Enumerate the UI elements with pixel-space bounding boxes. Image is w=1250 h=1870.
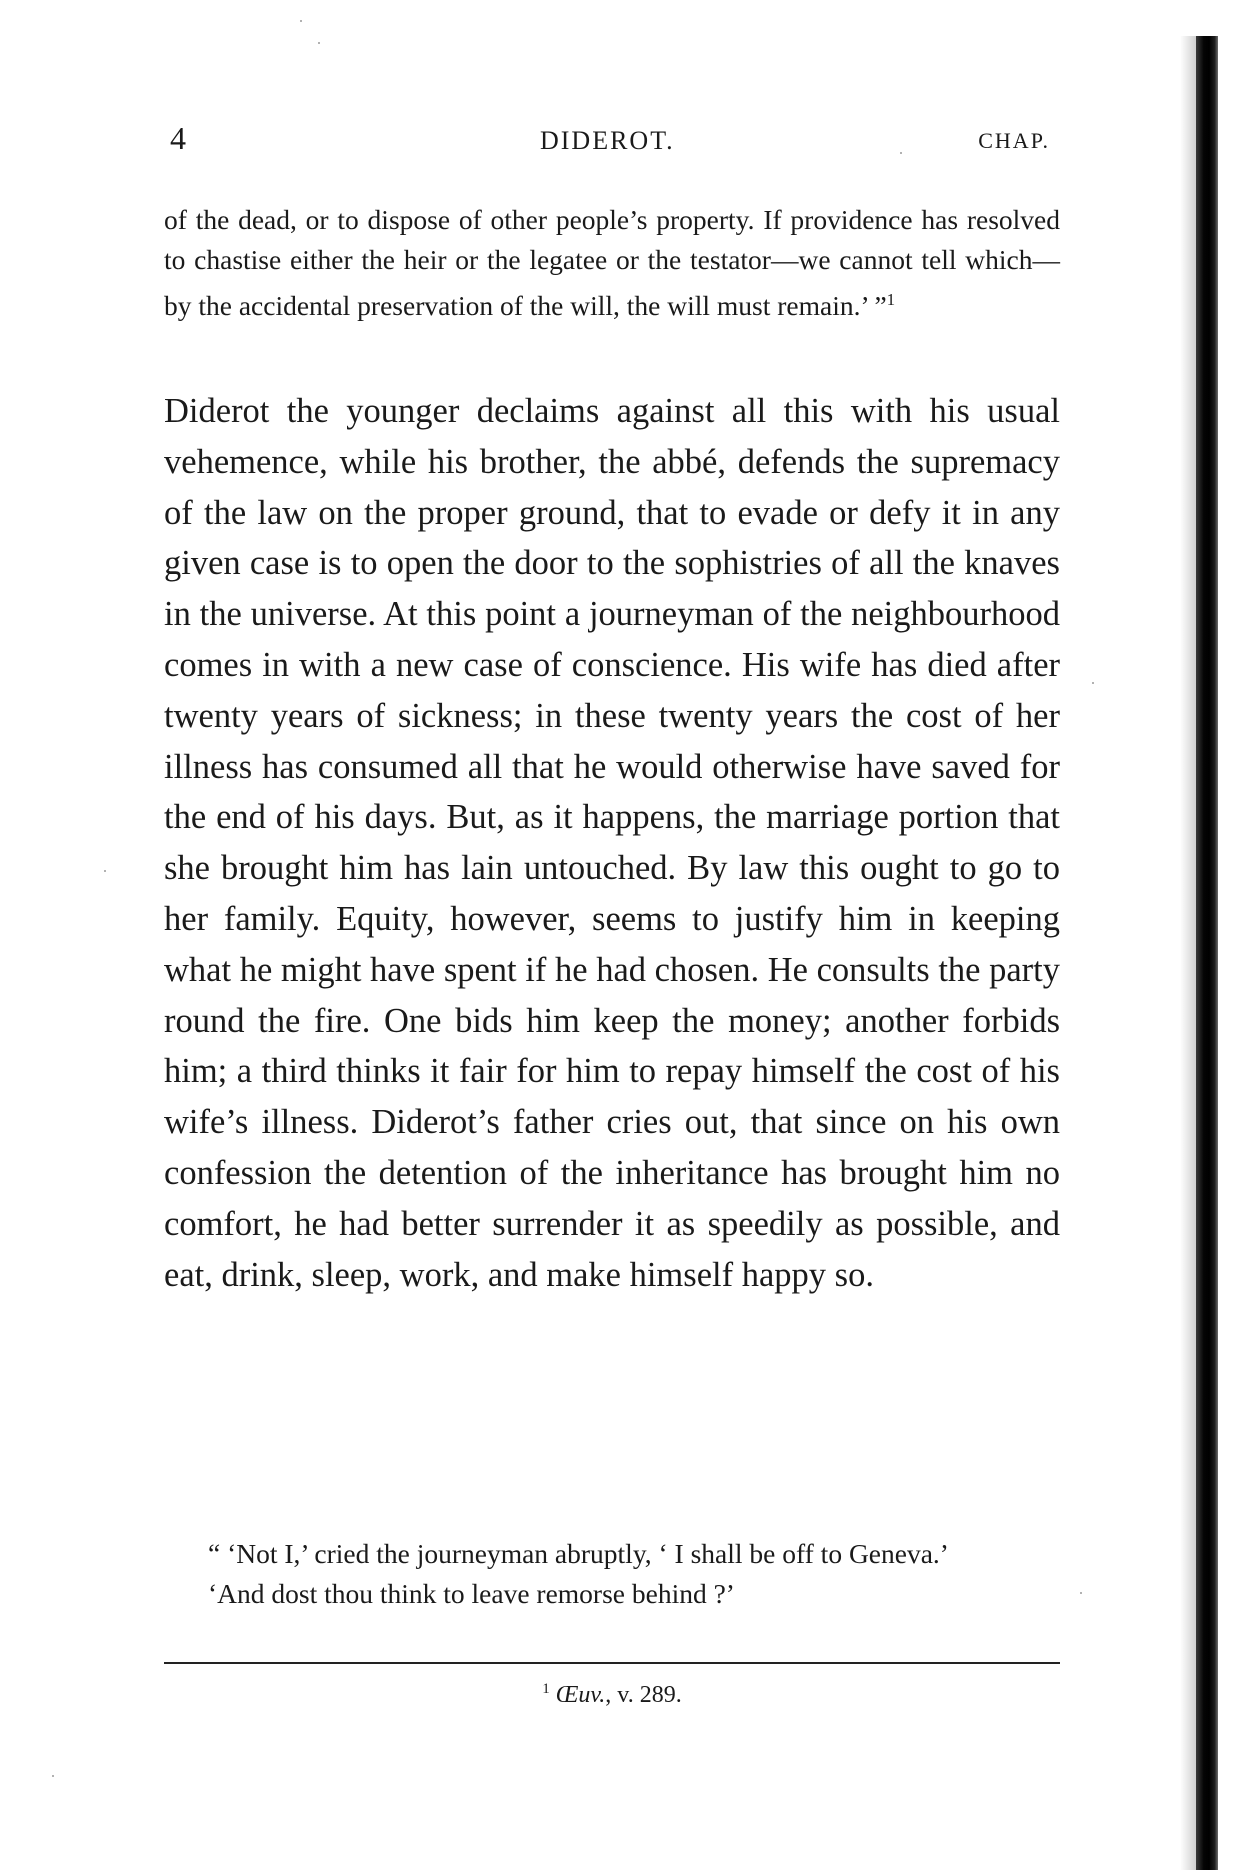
scan-speck [1080, 1592, 1082, 1594]
scan-speck [300, 20, 302, 22]
scan-speck [52, 1775, 54, 1777]
body-paragraph: Diderot the younger declaims against all this with his usual vehemence, while his brother, the abbé, defends the supremacy of the law on the proper ground, that to evade or defy it in any given case is to open the door to the sophistries of all the knaves in the universe. At this point a journeyman of the neighbourhood comes in with a new case of conscience. His wife has died after twenty years of sickness; in these twenty years the cost of her illness has consumed all that he would otherwise have saved for the end of his days. But, as it happens, the marriage portion that she brought him has lain untouched. By law this ought to go to her family. Equity, however, seems to justify him in keeping what he might have spent if he had chosen. He consults the party round the fire. One bids him keep the money; another forbids him; a third thinks it fair for him to repay himself the cost of his wife’s illness. Diderot’s father cries out, that since on his own confession the detention of the inheritance has brought him no comfort, he had better surrender it as speedily as possible, and eat, drink, sleep, work, and make himself happy so. [164, 392, 1060, 1294]
footnote-marker: 1 [542, 1681, 550, 1697]
dialogue-passage [164, 1534, 1060, 1614]
page-number: 4 [170, 120, 186, 156]
running-title: DIDEROT. [540, 126, 675, 155]
book-binding-edge [1196, 36, 1218, 1870]
quoted-passage-text: of the dead, or to dispose of other people’s property. If providence has resolved to chastise either the heir or the legatee or the testator—we cannot tell which—by the accidental preservation of the will, the will must remain.’ ” [164, 204, 1060, 321]
footnote-divider [164, 1662, 1060, 1664]
scan-speck [104, 870, 106, 872]
dialogue-line: “ ‘Not I,’ cried the journeyman abruptly, ‘ I shall be off to Geneva.’ [208, 1538, 949, 1569]
running-header [170, 120, 1050, 160]
footnote [164, 1672, 1060, 1712]
footnote-work-title: Œuv. [555, 1682, 606, 1708]
scan-speck [318, 42, 320, 44]
quoted-passage [164, 200, 1060, 326]
dialogue-line: ‘And dost thou think to leave remorse behind ?’ [208, 1578, 735, 1609]
chapter-label: CHAP. [978, 128, 1050, 153]
binding-shadow [1180, 36, 1196, 1870]
footnote-reference: 1 [886, 290, 896, 309]
footnote-reference-text: , v. 289. [605, 1682, 682, 1708]
scan-speck [1092, 682, 1094, 684]
